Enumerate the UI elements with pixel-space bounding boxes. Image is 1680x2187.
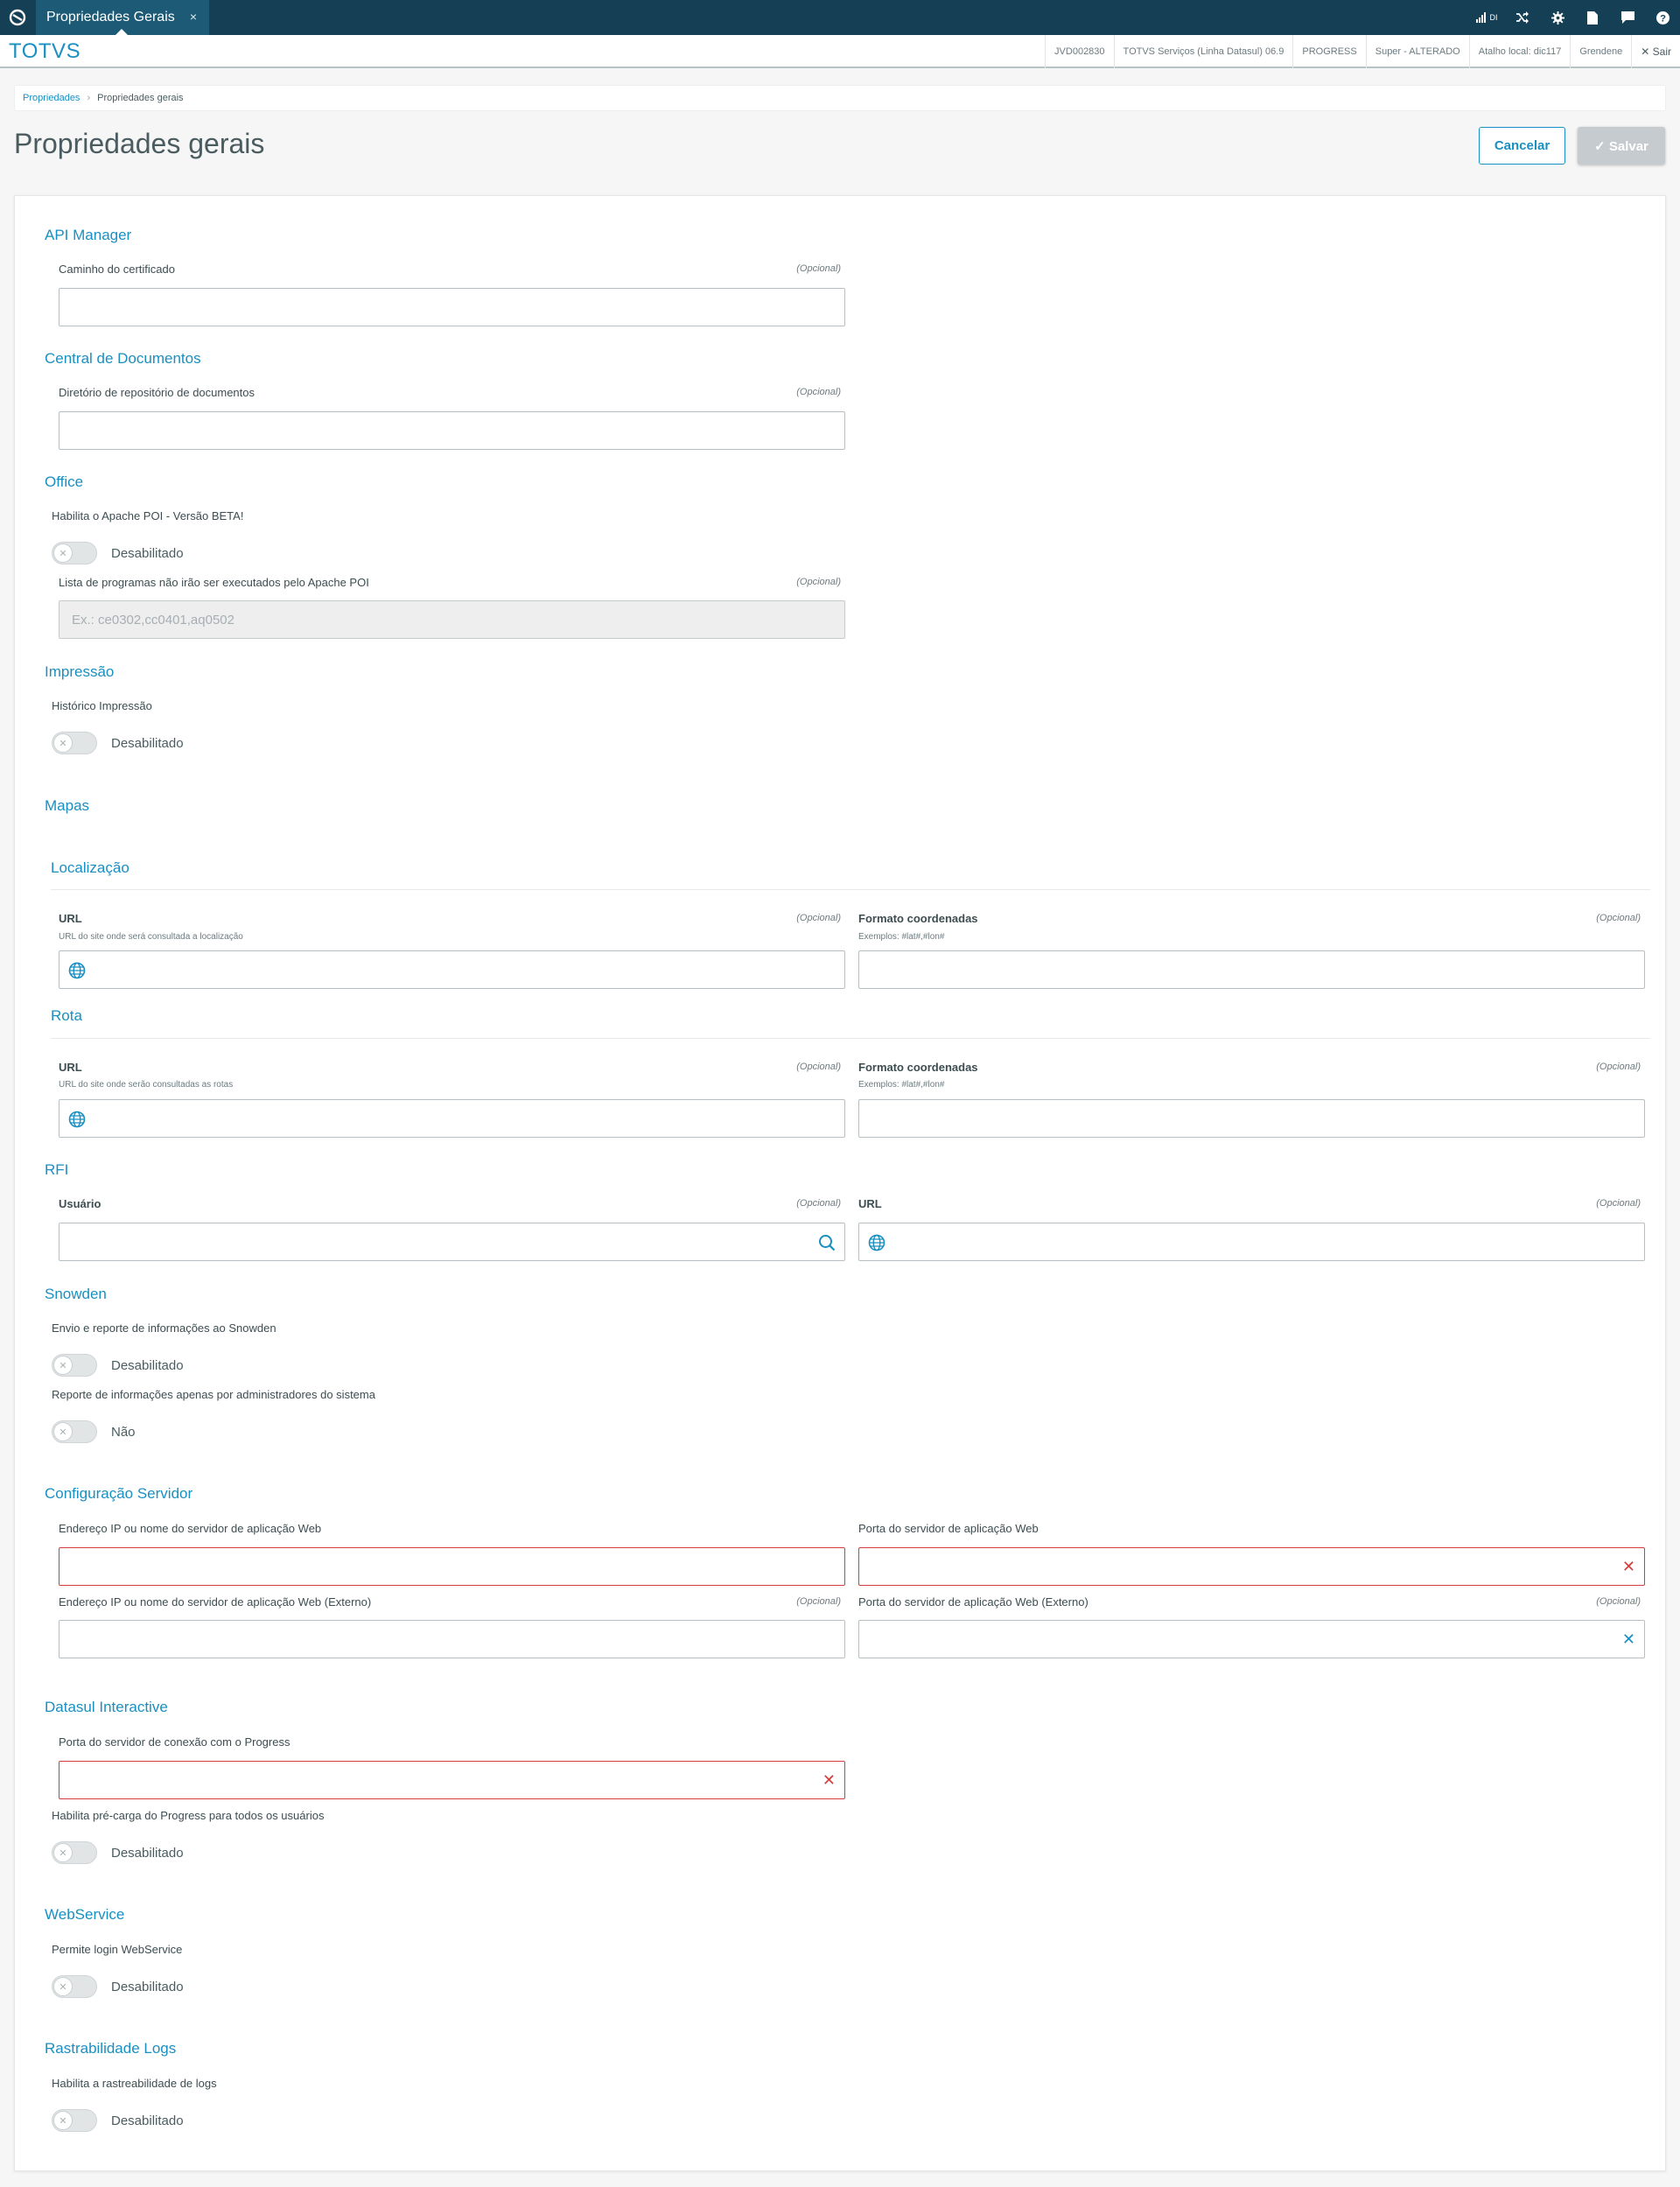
switch-off-icon: ✕ <box>53 543 73 563</box>
log-trace-switch[interactable] <box>52 2109 184 2132</box>
breadcrumb-link-propriedades[interactable]: Propriedades <box>23 93 80 103</box>
progress-port-input[interactable] <box>59 1761 845 1799</box>
tab-label: Propriedades Gerais <box>46 10 175 25</box>
server-port-input[interactable] <box>858 1547 1645 1586</box>
switch-state: Desabilitado <box>111 2113 184 2128</box>
breadcrumb-separator: › <box>87 93 91 103</box>
switch-track[interactable] <box>52 1841 97 1864</box>
top-actions <box>1468 0 1680 35</box>
location-format-help: Exemplos: #lat#,#lon# <box>858 932 945 942</box>
route-format-input[interactable] <box>858 1099 1645 1138</box>
top-bar <box>0 0 1680 35</box>
cert-path-input[interactable] <box>59 288 845 326</box>
snowden-send-label: Envio e reporte de informações ao Snowden <box>52 1321 276 1335</box>
settings-button[interactable] <box>1540 0 1575 35</box>
divider <box>51 889 1650 890</box>
switch-track[interactable] <box>52 1354 97 1377</box>
cert-path-label: Caminho do certificado <box>59 263 175 276</box>
rfi-url-input[interactable] <box>858 1223 1645 1261</box>
info-user-id: JVD002830 <box>1045 35 1114 68</box>
snowden-admin-label: Reporte de informações apenas por administradores do sistema <box>52 1388 375 1401</box>
optional-tag: (Opcional) <box>796 1596 841 1607</box>
server-port-label: Porta do servidor de aplicação Web <box>858 1522 1039 1535</box>
webservice-login-label: Permite login WebService <box>52 1943 183 1956</box>
menu-logo-button[interactable] <box>0 0 35 35</box>
switch-state: Desabilitado <box>111 545 184 561</box>
optional-tag: (Opcional) <box>796 263 841 274</box>
print-history-switch[interactable] <box>52 732 184 754</box>
divider <box>51 1038 1650 1039</box>
switch-track[interactable] <box>52 732 97 754</box>
route-url-input[interactable] <box>59 1099 845 1138</box>
chat-icon <box>1621 11 1634 24</box>
location-url-label: URL <box>59 912 82 925</box>
server-ip-external-label: Endereço IP ou nome do servidor de aplicação Web (Externo) <box>59 1595 372 1609</box>
doc-dir-input[interactable] <box>59 411 845 450</box>
server-ip-label: Endereço IP ou nome do servidor de aplicação Web <box>59 1522 322 1535</box>
section-title-office: Office <box>45 473 84 490</box>
optional-tag: (Opcional) <box>1596 1596 1641 1607</box>
route-format-help: Exemplos: #lat#,#lon# <box>858 1080 945 1090</box>
subsection-title-rota: Rota <box>51 1007 82 1024</box>
svg-text:?: ? <box>1659 13 1666 25</box>
stats-icon <box>1476 12 1488 23</box>
rfi-url-label: URL <box>858 1197 882 1210</box>
clear-icon[interactable]: ✕ <box>1621 1630 1635 1648</box>
section-title-configuracao-servidor: Configuração Servidor <box>45 1485 193 1502</box>
switch-track[interactable] <box>52 1975 97 1998</box>
brand-logo: TOTVS <box>9 39 81 63</box>
progress-preload-label: Habilita pré-carga do Progress para todos os usuários <box>52 1809 325 1822</box>
info-profile: Super - ALTERADO <box>1366 35 1469 68</box>
server-port-external-input[interactable] <box>858 1620 1645 1658</box>
section-title-mapas: Mapas <box>45 797 90 814</box>
location-format-input[interactable] <box>858 950 1645 989</box>
context-info <box>1045 35 1680 68</box>
log-trace-label: Habilita a rastreabilidade de logs <box>52 2077 217 2090</box>
poi-exclusion-label: Lista de programas não irão ser executados pelo Apache POI <box>59 576 369 589</box>
apache-poi-switch[interactable] <box>52 542 184 564</box>
switch-state: Desabilitado <box>111 735 184 751</box>
poi-exclusion-placeholder: Ex.: ce0302,cc0401,aq0502 <box>72 612 234 627</box>
apache-poi-label: Habilita o Apache POI - Versão BETA! <box>52 509 244 522</box>
optional-tag: (Opcional) <box>796 913 841 923</box>
optional-tag: (Opcional) <box>1596 1198 1641 1209</box>
print-history-label: Histórico Impressão <box>52 699 152 712</box>
server-port-external-label: Porta do servidor de aplicação Web (Externo) <box>858 1595 1088 1609</box>
optional-tag: (Opcional) <box>796 1198 841 1209</box>
route-url-label: URL <box>59 1061 82 1074</box>
save-button[interactable]: ✓ Salvar <box>1578 127 1665 165</box>
progress-port-label: Porta do servidor de conexão com o Progress <box>59 1735 290 1749</box>
section-title-central-documentos: Central de Documentos <box>45 350 201 367</box>
help-icon <box>1656 11 1670 25</box>
location-url-help: URL do site onde será consultada a localização <box>59 932 243 942</box>
section-title-webservice: WebService <box>45 1906 125 1923</box>
shuffle-button[interactable] <box>1505 0 1540 35</box>
gear-icon <box>1551 11 1564 25</box>
optional-tag: (Opcional) <box>1596 913 1641 923</box>
section-title-impressao: Impressão <box>45 663 115 680</box>
clear-icon[interactable]: ✕ <box>1621 1558 1635 1575</box>
cancel-button[interactable]: Cancelar <box>1479 127 1565 165</box>
switch-off-icon: ✕ <box>53 2111 73 2130</box>
totvs-logo-icon <box>9 9 26 26</box>
switch-track[interactable] <box>52 1420 97 1443</box>
breadcrumb <box>14 85 1666 111</box>
info-shortcut: Atalho local: dic117 <box>1469 35 1571 68</box>
stats-label: DI <box>1489 13 1498 22</box>
poi-exclusion-input[interactable] <box>59 600 845 639</box>
snowden-admin-switch[interactable] <box>52 1420 136 1443</box>
rfi-user-input[interactable] <box>59 1223 845 1261</box>
section-title-datasul-interactive: Datasul Interactive <box>45 1699 168 1715</box>
document-button[interactable] <box>1575 0 1610 35</box>
info-company[interactable]: Grendene <box>1570 35 1631 68</box>
chat-button[interactable] <box>1610 0 1645 35</box>
optional-tag: (Opcional) <box>796 577 841 587</box>
search-icon[interactable] <box>818 1234 836 1251</box>
globe-icon <box>68 962 86 979</box>
help-button[interactable] <box>1645 0 1680 35</box>
active-tab-caret <box>116 29 128 35</box>
section-title-rfi: RFI <box>45 1161 69 1178</box>
route-url-help: URL do site onde serão consultadas as rotas <box>59 1080 234 1090</box>
globe-icon <box>868 1234 886 1251</box>
clear-icon[interactable]: ✕ <box>822 1771 836 1789</box>
document-icon <box>1587 11 1598 25</box>
server-ip-input[interactable] <box>59 1547 845 1586</box>
switch-off-icon: ✕ <box>53 1977 73 1996</box>
switch-state: Desabilitado <box>111 1357 184 1373</box>
switch-off-icon: ✕ <box>53 733 73 753</box>
progress-preload-switch[interactable] <box>52 1841 184 1864</box>
page-title: Propriedades gerais <box>14 128 265 159</box>
subsection-title-localizacao: Localização <box>51 859 130 876</box>
switch-off-icon: ✕ <box>53 1356 73 1375</box>
optional-tag: (Opcional) <box>796 387 841 397</box>
info-product: TOTVS Serviços (Linha Datasul) 06.9 <box>1114 35 1293 68</box>
location-url-input[interactable] <box>59 950 845 989</box>
route-format-label: Formato coordenadas <box>858 1061 978 1074</box>
switch-state: Não <box>111 1424 136 1440</box>
switch-state: Desabilitado <box>111 1979 184 1994</box>
optional-tag: (Opcional) <box>796 1062 841 1072</box>
properties-form <box>14 195 1666 2171</box>
stats-button[interactable] <box>1468 0 1505 35</box>
optional-tag: (Opcional) <box>1596 1062 1641 1072</box>
doc-dir-label: Diretório de repositório de documentos <box>59 386 256 399</box>
section-title-rastrabilidade-logs: Rastrabilidade Logs <box>45 2040 177 2057</box>
server-ip-external-input[interactable] <box>59 1620 845 1658</box>
section-title-snowden: Snowden <box>45 1286 107 1302</box>
switch-track[interactable] <box>52 542 97 564</box>
switch-state: Desabilitado <box>111 1845 184 1861</box>
location-format-label: Formato coordenadas <box>858 912 978 925</box>
shuffle-icon <box>1516 11 1530 24</box>
breadcrumb-current: Propriedades gerais <box>97 93 184 103</box>
context-bar <box>0 35 1680 68</box>
webservice-login-switch[interactable] <box>52 1975 184 1998</box>
switch-off-icon: ✕ <box>53 1422 73 1441</box>
rfi-user-label: Usuário <box>59 1197 102 1210</box>
tab-close-icon[interactable]: × <box>189 10 197 24</box>
snowden-send-switch[interactable] <box>52 1354 184 1377</box>
switch-track[interactable] <box>52 2109 97 2132</box>
info-database: PROGRESS <box>1292 35 1365 68</box>
section-title-api-manager: API Manager <box>45 227 132 243</box>
globe-icon <box>68 1111 86 1128</box>
switch-off-icon: ✕ <box>53 1843 73 1862</box>
exit-button[interactable]: ✕ Sair <box>1631 35 1680 68</box>
